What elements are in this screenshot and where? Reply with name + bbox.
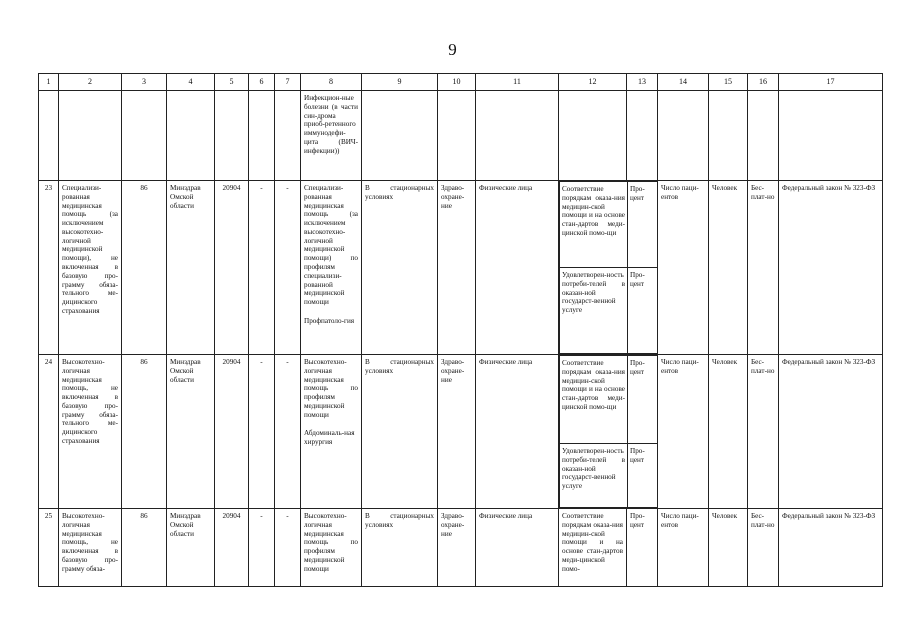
cell: [658, 91, 709, 181]
header-cell: 14: [658, 74, 709, 91]
cell: [779, 91, 883, 181]
consumers-cell: Физические лица: [476, 355, 559, 509]
row-number: 25: [39, 509, 59, 587]
header-cell: 10: [438, 74, 476, 91]
header-cell: 15: [709, 74, 748, 91]
col7-cell: -: [275, 355, 301, 509]
profile-text: Высокотехно-логичная медицинская помощь по профилям медицинской помощи: [304, 358, 358, 419]
header-row: [39, 74, 883, 91]
indicator-cell: Соответствие порядкам оказа-ния медицин-ской помощи и на основе стан-дартов меди-цинской помо-щи: [560, 182, 628, 268]
payment-cell: Бес-плат-но: [748, 181, 779, 355]
reg-cell: 20904: [215, 509, 249, 587]
quality-indicators: [559, 355, 658, 509]
cell: [559, 91, 627, 181]
header-cell: 12: [559, 74, 627, 91]
cell: [476, 91, 559, 181]
consumers-cell: Физические лица: [476, 509, 559, 587]
profile-cell: Инфекцион-ные болезни (в части син-дрома приоб-ретенного иммунодефи-цита (ВИЧ-инфекции)): [301, 91, 362, 181]
cell: [627, 91, 658, 181]
indicators-subtable: [559, 181, 658, 354]
header-cell: 3: [122, 74, 167, 91]
indicator-cell: Соответствие порядкам оказа-ния медицин-ской помощи и на основе стан-дартов меди-цинской помо-: [559, 509, 627, 587]
volume-cell: Число паци-ентов: [658, 509, 709, 587]
header-cell: 13: [627, 74, 658, 91]
authority-cell: Минздрав Омской области: [167, 355, 215, 509]
header-cell: 2: [59, 74, 122, 91]
col7-cell: -: [275, 509, 301, 587]
cell: [438, 91, 476, 181]
reg-cell: 20904: [215, 181, 249, 355]
table-row: [39, 509, 883, 587]
law-cell: Федеральный закон № 323-ФЗ: [779, 509, 883, 587]
service-name: Высокотехно-логичная медицинская помощь, не включенная в базовую про-грамму обяза-тельного ме-дицинского страхования: [59, 355, 122, 509]
reg-cell: 20904: [215, 355, 249, 509]
indicator-cell: Удовлетворен-ность потреби-телей в оказан-ной государст-венной услуге: [560, 268, 628, 354]
volume-cell: Число паци-ентов: [658, 181, 709, 355]
header-cell: 9: [362, 74, 438, 91]
payment-cell: Бес-плат-но: [748, 355, 779, 509]
profile-cell: Высокотехно-логичная медицинская помощь по профилям медицинской помощи: [301, 509, 362, 587]
indicator-unit: Про-цент: [627, 509, 658, 587]
table-row: [39, 91, 883, 181]
header-cell: 6: [249, 74, 275, 91]
profile-cell: [301, 181, 362, 355]
services-table: [38, 73, 883, 587]
cell: [249, 91, 275, 181]
header-cell: 5: [215, 74, 249, 91]
cell: [59, 91, 122, 181]
indicator-unit: Про-цент: [628, 182, 658, 268]
table-row: [39, 181, 883, 355]
indicators-subtable: [559, 355, 658, 508]
cell: [709, 91, 748, 181]
category-cell: Здраво-охране-ние: [438, 181, 476, 355]
law-cell: Федеральный закон № 323-ФЗ: [779, 181, 883, 355]
header-cell: 17: [779, 74, 883, 91]
cell: [275, 91, 301, 181]
cell: [215, 91, 249, 181]
consumers-cell: Физические лица: [476, 181, 559, 355]
cell: [39, 91, 59, 181]
profile-text: Специализи-рованная медицинская помощь (за исключением высокотехно-логичной медицинской помощи) по профилям специализи-рованной медицинской помощи: [304, 184, 358, 307]
page-number: 9: [448, 40, 457, 59]
row-number: 24: [39, 355, 59, 509]
cell: [167, 91, 215, 181]
quality-indicators: [559, 181, 658, 355]
profile-cell: [301, 355, 362, 509]
cell: [122, 91, 167, 181]
indicator-unit: Про-цент: [628, 356, 658, 444]
conditions-cell: В стационарных условиях: [362, 355, 438, 509]
header-cell: 8: [301, 74, 362, 91]
col7-cell: -: [275, 181, 301, 355]
volume-unit-cell: Человек: [709, 509, 748, 587]
profile-note: Профпатоло-гия: [304, 316, 355, 325]
indicator-cell: Удовлетворен-ность потреби-телей в оказан-ной государст-венной услуге: [560, 444, 628, 508]
code-cell: 86: [122, 355, 167, 509]
service-name: Высокотехно-логичная медицинская помощь, не включенная в базовую про-грамму обяза-: [59, 509, 122, 587]
code-cell: 86: [122, 509, 167, 587]
header-cell: 4: [167, 74, 215, 91]
law-cell: Федеральный закон № 323-ФЗ: [779, 355, 883, 509]
authority-cell: Минздрав Омской области: [167, 509, 215, 587]
header-cell: 1: [39, 74, 59, 91]
category-cell: Здраво-охране-ние: [438, 509, 476, 587]
col6-cell: -: [249, 181, 275, 355]
conditions-cell: В стационарных условиях: [362, 181, 438, 355]
profile-note: Абдоминаль-ная хирургия: [304, 429, 355, 447]
header-cell: 16: [748, 74, 779, 91]
volume-cell: Число паци-ентов: [658, 355, 709, 509]
conditions-cell: В стационарных условиях: [362, 509, 438, 587]
cell: [748, 91, 779, 181]
payment-cell: Бес-плат-но: [748, 509, 779, 587]
category-cell: Здраво-охране-ние: [438, 355, 476, 509]
volume-unit-cell: Человек: [709, 181, 748, 355]
cell: [362, 91, 438, 181]
col6-cell: -: [249, 355, 275, 509]
indicator-unit: Про-цент: [628, 268, 658, 354]
code-cell: 86: [122, 181, 167, 355]
header-cell: 11: [476, 74, 559, 91]
authority-cell: Минздрав Омской области: [167, 181, 215, 355]
col6-cell: -: [249, 509, 275, 587]
service-name: Специализи-рованная медицинская помощь (за исключением высокотехно-логичной медицинской помощи), не включенная в базовую про-грамму обяза-тельного ме-дицинского страхования: [59, 181, 122, 355]
indicator-unit: Про-цент: [628, 444, 658, 508]
header-cell: 7: [275, 74, 301, 91]
indicator-cell: Соответствие порядкам оказа-ния медицин-ской помощи и на основе стан-дартов меди-цинской помо-щи: [560, 356, 628, 444]
row-number: 23: [39, 181, 59, 355]
volume-unit-cell: Человек: [709, 355, 748, 509]
table-row: [39, 355, 883, 509]
